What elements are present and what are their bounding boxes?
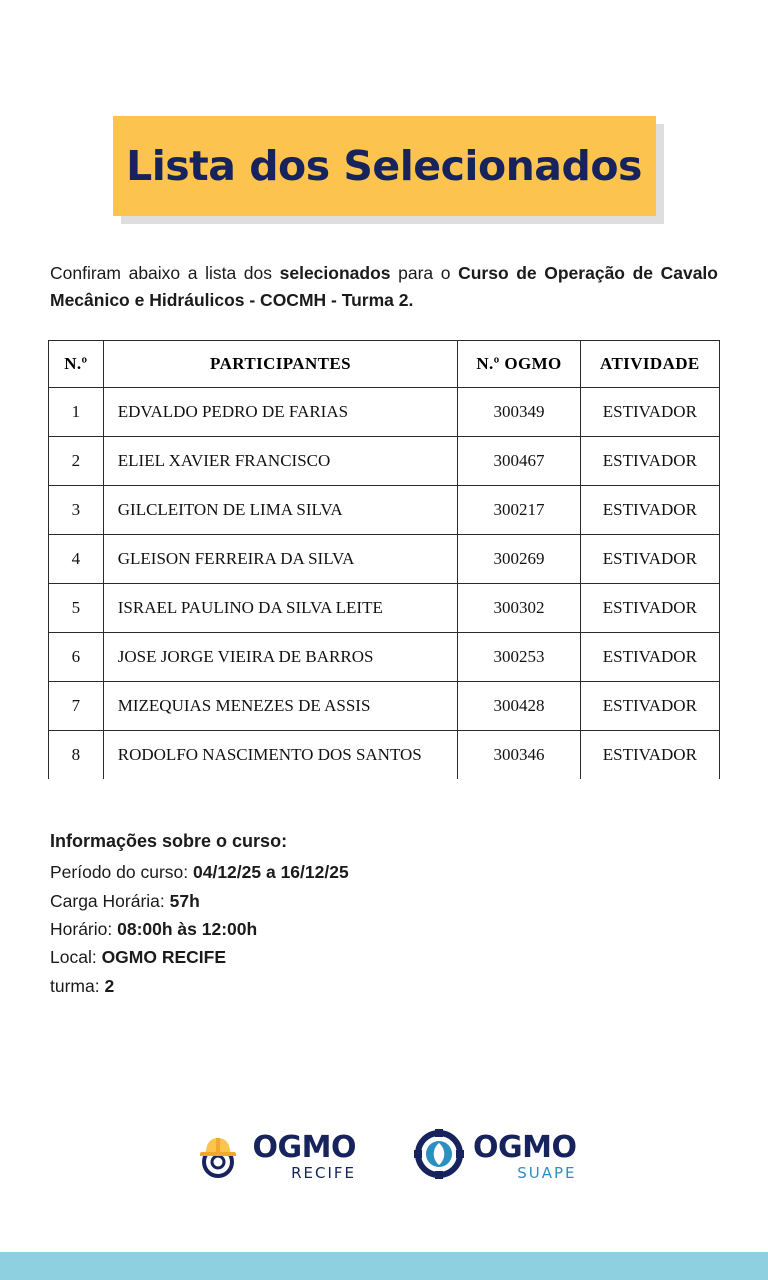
course-class-label: turma:: [50, 975, 105, 996]
logo-ogmo-recife: [192, 1128, 356, 1185]
intro-paragraph: [50, 260, 718, 314]
intro-text-2: para o: [390, 263, 459, 283]
course-workload-row: [50, 887, 768, 915]
cell-participante: GLEISON FERREIRA DA SILVA: [103, 535, 458, 584]
cell-participante: RODOLFO NASCIMENTO DOS SANTOS: [103, 731, 458, 780]
cell-numero: 2: [49, 437, 104, 486]
table-row: [49, 486, 720, 535]
table-row: [49, 584, 720, 633]
logo-suape-sub: SUAPE: [517, 1163, 577, 1182]
logo-suape-main: OGMO: [473, 1129, 577, 1165]
selected-participants-table: [48, 340, 720, 779]
cell-atividade: ESTIVADOR: [580, 486, 719, 535]
cell-numero: 8: [49, 731, 104, 780]
course-class-row: [50, 972, 768, 1000]
course-schedule-value: 08:00h às 12:00h: [117, 919, 258, 940]
cell-numero: 7: [49, 682, 104, 731]
table-row: [49, 682, 720, 731]
cell-ogmo: 300217: [458, 486, 580, 535]
cell-atividade: ESTIVADOR: [580, 437, 719, 486]
cell-atividade: ESTIVADOR: [580, 535, 719, 584]
table-body: [49, 388, 720, 780]
cell-participante: JOSE JORGE VIEIRA DE BARROS: [103, 633, 458, 682]
course-schedule-label: Horário:: [50, 919, 118, 940]
logo-recife-sub: RECIFE: [291, 1163, 356, 1182]
cell-ogmo: 300302: [458, 584, 580, 633]
course-period-value: 04/12/25 a 16/12/25: [193, 862, 349, 883]
cell-ogmo: 300269: [458, 535, 580, 584]
title-banner: [113, 116, 656, 216]
cell-ogmo: 300467: [458, 437, 580, 486]
table-header-ogmo: N.º OGMO: [458, 341, 580, 388]
cell-participante: EDVALDO PEDRO DE FARIAS: [103, 388, 458, 437]
logo-ogmo-suape: [414, 1129, 576, 1184]
cell-numero: 3: [49, 486, 104, 535]
course-schedule-row: [50, 915, 768, 943]
table-header-participantes: PARTICIPANTES: [103, 341, 458, 388]
cell-numero: 5: [49, 584, 104, 633]
cell-ogmo: 300428: [458, 682, 580, 731]
table-row: [49, 731, 720, 780]
table-row: [49, 437, 720, 486]
course-workload-label: Carga Horária:: [50, 890, 170, 911]
course-info-block: [50, 827, 768, 1000]
cell-numero: 6: [49, 633, 104, 682]
cell-atividade: ESTIVADOR: [580, 682, 719, 731]
course-workload-value: 57h: [169, 890, 200, 911]
table-row: [49, 388, 720, 437]
intro-bold-curso: Curso de Operação de Cavalo Mecânico e Hidráulicos - COCMH - Turma 2.: [50, 263, 718, 311]
course-location-value: OGMO RECIFE: [101, 947, 227, 968]
table-row: [49, 535, 720, 584]
course-location-row: [50, 943, 768, 971]
cell-atividade: ESTIVADOR: [580, 584, 719, 633]
logo-recife-text: [252, 1129, 356, 1182]
intro-bold-selecionados: selecionados: [279, 263, 391, 283]
course-location-label: Local:: [50, 947, 102, 968]
table-header: [49, 341, 720, 388]
cell-numero: 1: [49, 388, 104, 437]
cell-atividade: ESTIVADOR: [580, 388, 719, 437]
course-class-value: 2: [104, 975, 115, 996]
cell-atividade: ESTIVADOR: [580, 633, 719, 682]
cell-participante: ISRAEL PAULINO DA SILVA LEITE: [103, 584, 458, 633]
table-header-numero: N.º: [49, 341, 104, 388]
course-info-heading: Informações sobre o curso:: [50, 831, 288, 852]
cell-ogmo: 300253: [458, 633, 580, 682]
logo-recife-main: OGMO: [252, 1129, 356, 1165]
cell-participante: GILCLEITON DE LIMA SILVA: [103, 486, 458, 535]
cell-ogmo: 300346: [458, 731, 580, 780]
cell-participante: MIZEQUIAS MENEZES DE ASSIS: [103, 682, 458, 731]
course-period-row: [50, 858, 768, 886]
cell-participante: ELIEL XAVIER FRANCISCO: [103, 437, 458, 486]
cell-numero: 4: [49, 535, 104, 584]
helmet-gear-icon: [192, 1128, 244, 1185]
cell-ogmo: 300349: [458, 388, 580, 437]
table-row: [49, 633, 720, 682]
table-header-row: [49, 341, 720, 388]
footer-logos: [0, 1128, 768, 1185]
gear-leaf-icon: [414, 1129, 464, 1184]
logo-suape-text: [473, 1129, 577, 1182]
cell-atividade: ESTIVADOR: [580, 731, 719, 780]
table-header-atividade: ATIVIDADE: [580, 341, 719, 388]
intro-text-1: Confiram abaixo a lista dos: [50, 263, 280, 283]
title-banner-container: [0, 0, 768, 216]
page-title: Lista dos Selecionados: [126, 142, 642, 190]
bottom-accent-bar: [0, 1252, 768, 1280]
course-period-label: Período do curso:: [50, 862, 193, 883]
